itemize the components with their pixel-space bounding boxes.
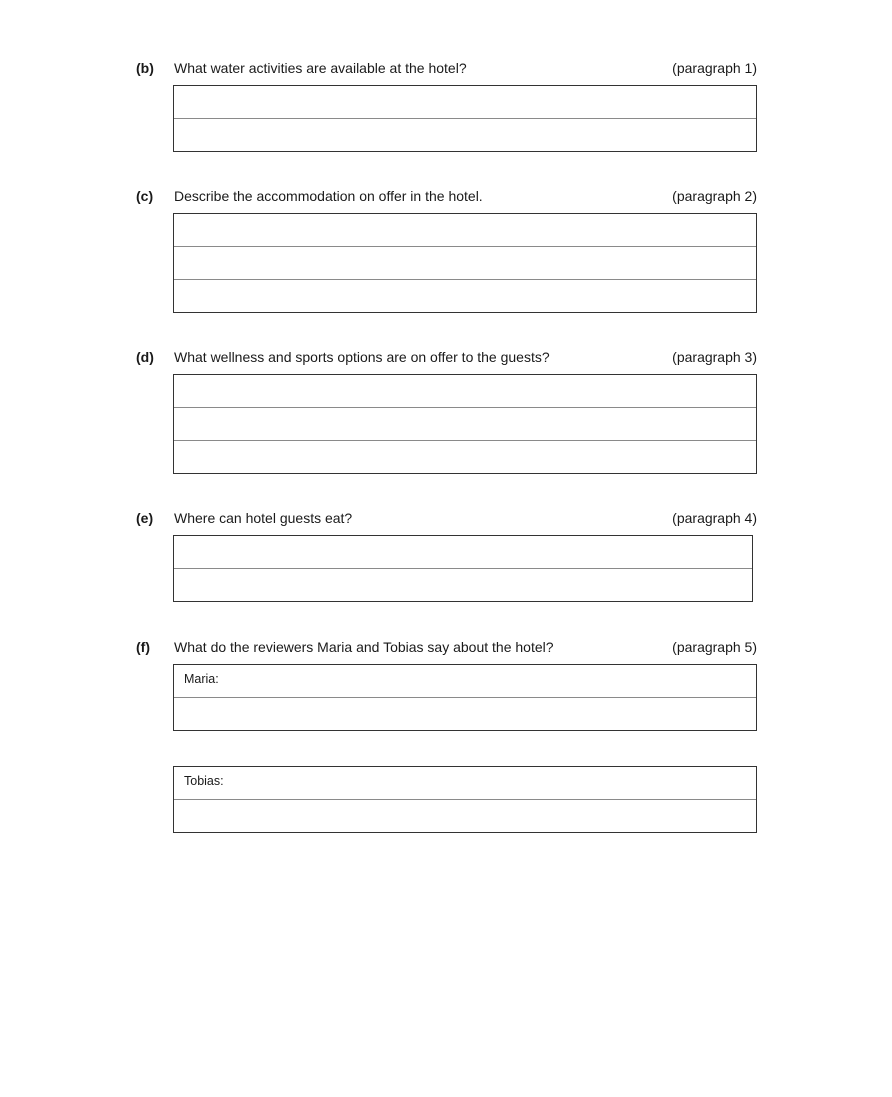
question-letter: (e) (136, 510, 154, 526)
question-text: What water activities are available at the hotel? (174, 60, 467, 76)
paragraph-reference: (paragraph 4) (672, 510, 757, 526)
question-text: Describe the accommodation on offer in the hotel. (174, 188, 483, 204)
answer-line[interactable] (174, 665, 756, 697)
answer-line[interactable] (174, 697, 756, 730)
question-text: What wellness and sports options are on offer to the guests? (174, 349, 550, 365)
answer-line[interactable] (174, 118, 756, 151)
question-d (0, 347, 892, 367)
answer-line[interactable] (174, 407, 756, 440)
answer-line[interactable] (174, 440, 756, 473)
question-e (0, 508, 892, 528)
answer-line[interactable] (174, 86, 756, 118)
question-f (0, 637, 892, 657)
answer-line[interactable] (174, 214, 756, 246)
question-text: What do the reviewers Maria and Tobias say about the hotel? (174, 639, 554, 655)
answer-line[interactable] (174, 568, 752, 601)
reviewer-label-maria: Maria: (184, 672, 219, 686)
answer-line[interactable] (174, 246, 756, 279)
answer-line[interactable] (174, 799, 756, 832)
question-letter: (b) (136, 60, 154, 76)
question-c (0, 186, 892, 206)
answer-box-tobias[interactable] (173, 766, 757, 833)
answer-box-e[interactable] (173, 535, 753, 602)
question-letter: (d) (136, 349, 154, 365)
paragraph-reference: (paragraph 1) (672, 60, 757, 76)
paragraph-reference: (paragraph 5) (672, 639, 757, 655)
paragraph-reference: (paragraph 2) (672, 188, 757, 204)
question-text: Where can hotel guests eat? (174, 510, 353, 526)
answer-line[interactable] (174, 536, 752, 568)
question-letter: (c) (136, 188, 154, 204)
question-letter: (f) (136, 639, 150, 655)
answer-box-c[interactable] (173, 213, 757, 313)
answer-box-maria[interactable] (173, 664, 757, 731)
answer-line[interactable] (174, 279, 756, 312)
answer-box-b[interactable] (173, 85, 757, 152)
paragraph-reference: (paragraph 3) (672, 349, 757, 365)
answer-line[interactable] (174, 375, 756, 407)
answer-box-d[interactable] (173, 374, 757, 474)
answer-line[interactable] (174, 767, 756, 799)
reviewer-label-tobias: Tobias: (184, 774, 224, 788)
question-b (0, 58, 892, 78)
